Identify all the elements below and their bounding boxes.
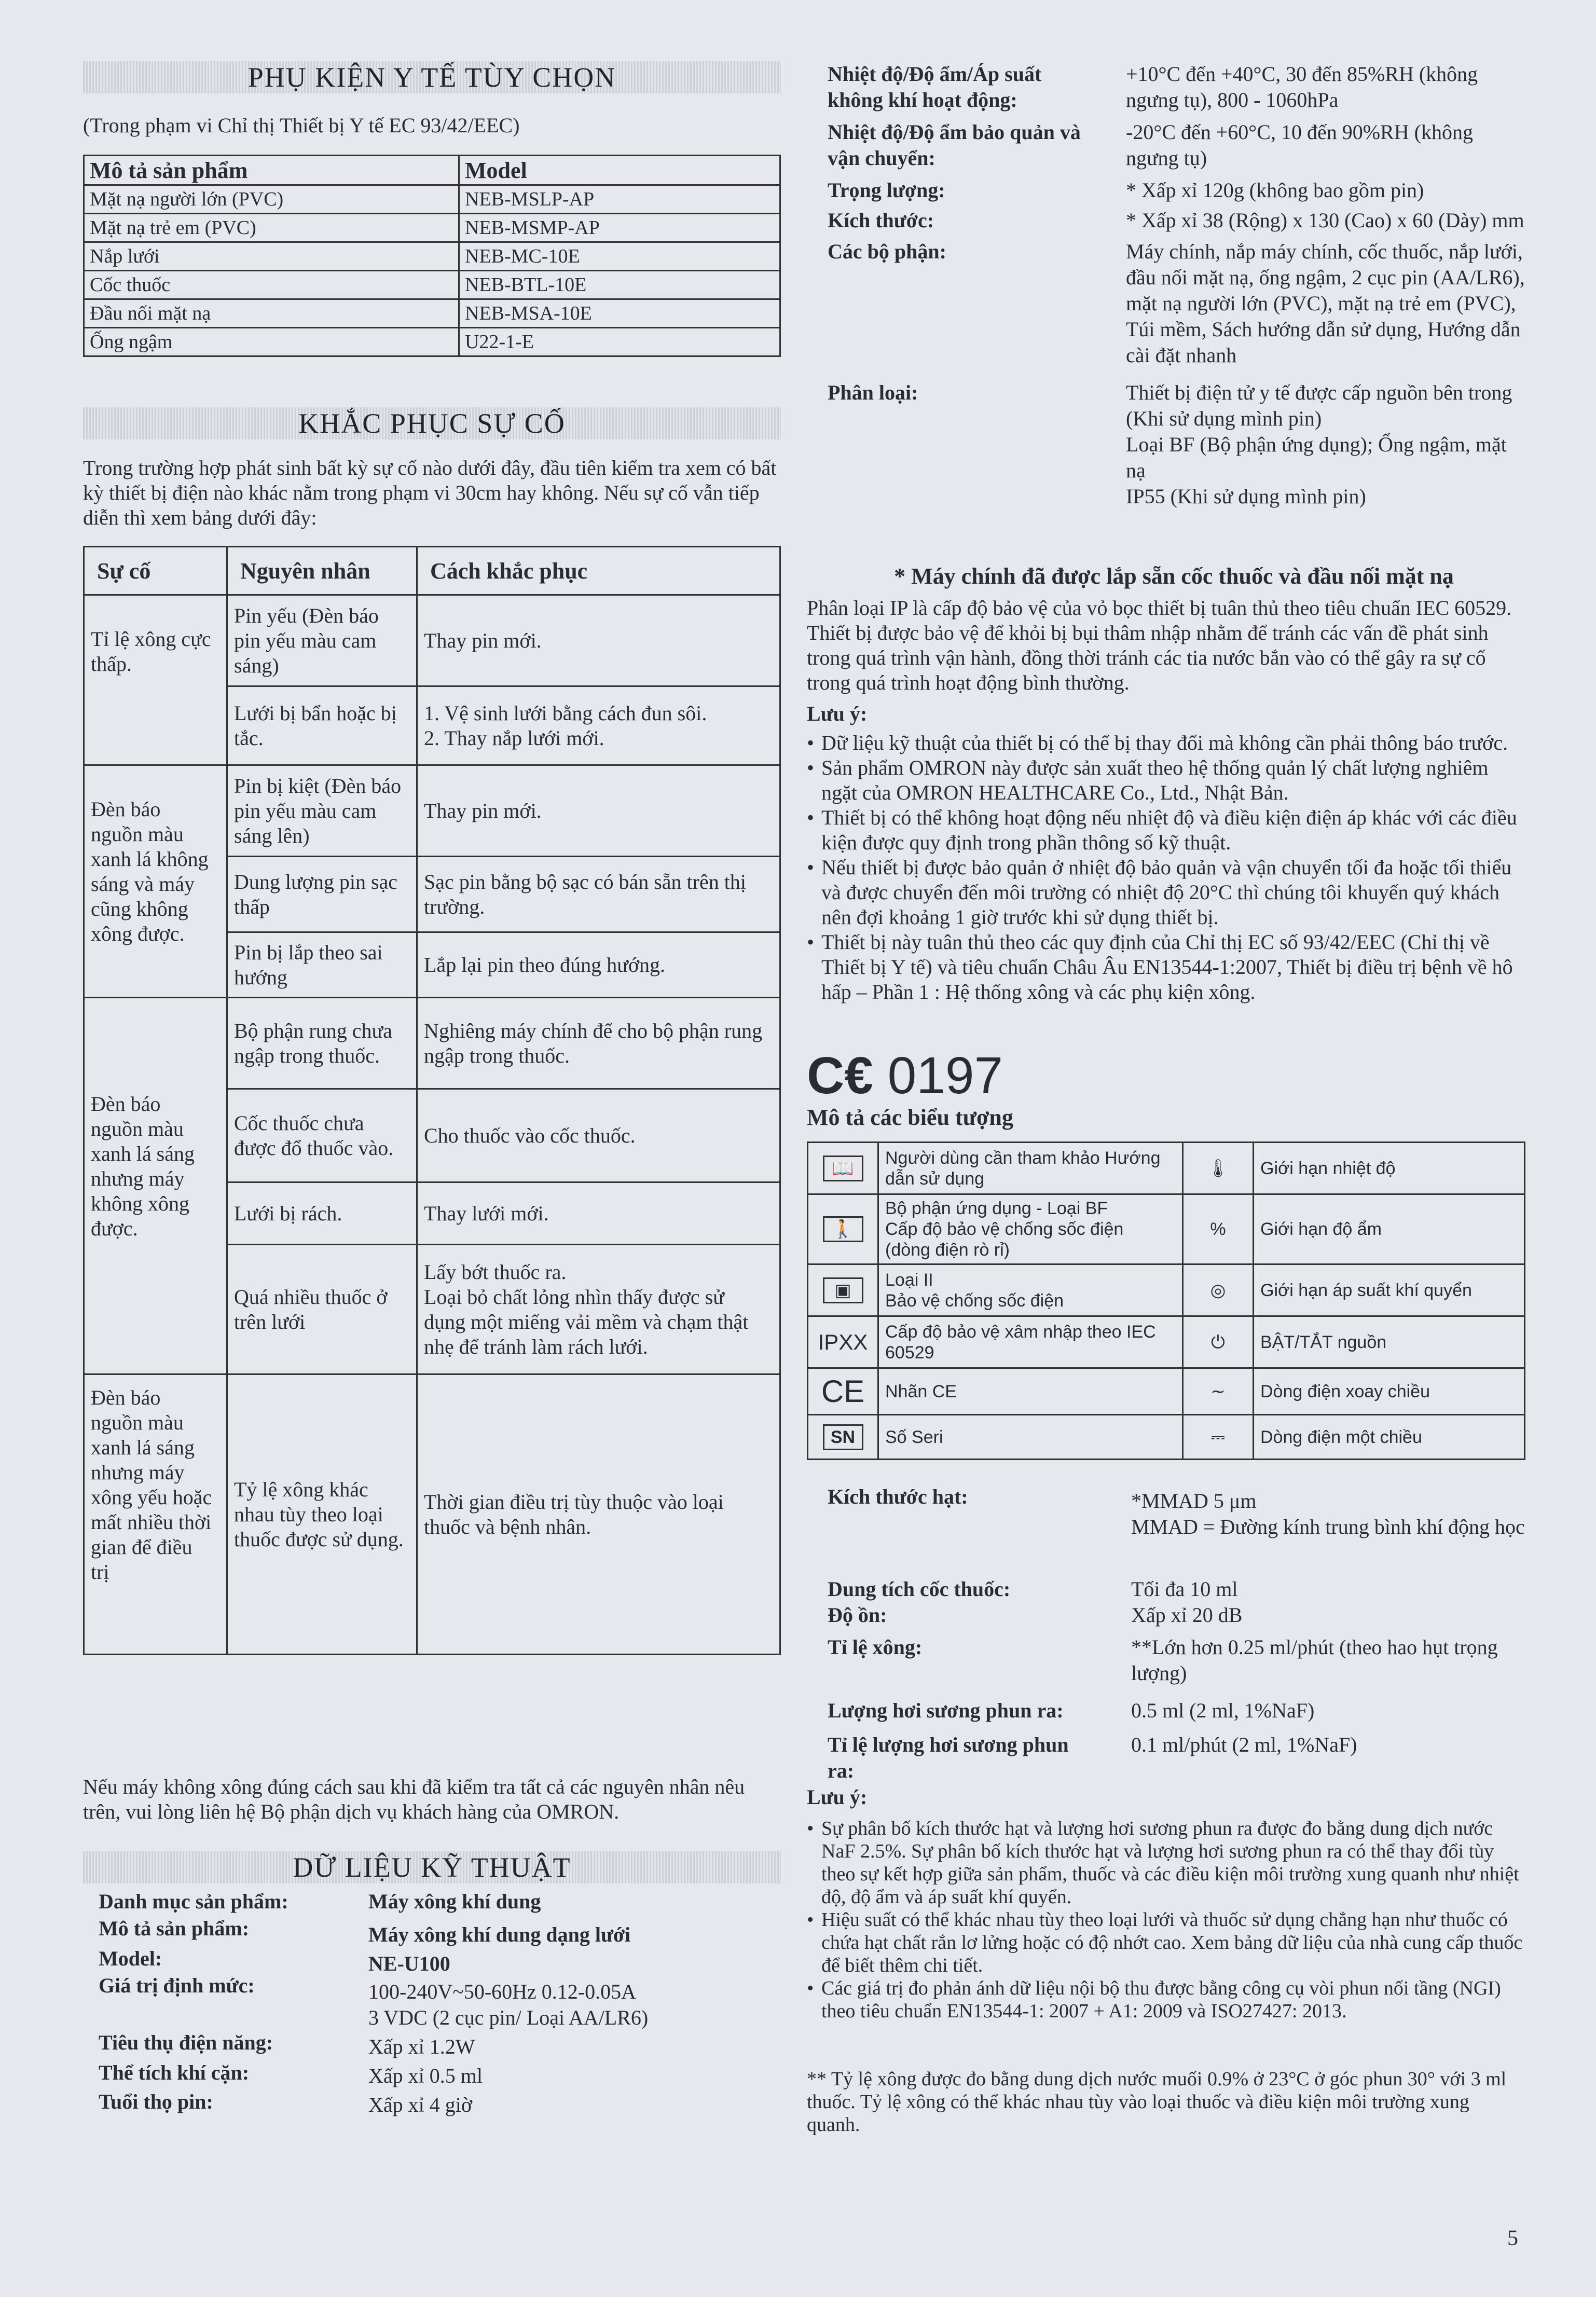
cause-cell: Tỷ lệ xông khác nhau tùy theo loại thuốc được sử dụng. bbox=[227, 1374, 417, 1655]
cause-cell: Lưới bị rách. bbox=[227, 1182, 417, 1245]
table-row bbox=[84, 328, 780, 356]
notes2-list bbox=[807, 1817, 1525, 2023]
acc-cell: U22-1-E bbox=[459, 328, 780, 356]
table-row bbox=[84, 998, 780, 1089]
spec-value: Máy chính, nắp máy chính, cốc thuốc, nắp lưới, đầu nối mặt nạ, ống ngậm, 2 cục pin (AA/LR6), mặt nạ người lớn (PVC), mặt nạ trẻ em (PVC), Túi mềm, Sách hướng dẫn sử dụng, Hướng dẫn cài đặt nhanh bbox=[1126, 240, 1525, 367]
acc-cell: Ống ngậm bbox=[84, 328, 459, 356]
power-icon: ⏻ bbox=[1183, 1316, 1254, 1368]
tech-value: Máy xông khí dung dạng lưới bbox=[368, 1923, 631, 1946]
tech-list bbox=[99, 1889, 773, 2133]
tech-key: Model: bbox=[99, 1947, 162, 1970]
symbol-desc: Dòng điện một chiều bbox=[1254, 1415, 1525, 1460]
specs2-list bbox=[828, 1484, 1525, 1782]
table-row bbox=[808, 1368, 1525, 1415]
list-item: • Thiết bị có thể không hoạt động nếu nhiệt độ và điều kiện điện áp khác với các điều kiện được quy định trong phần thông số kỹ thuật. bbox=[807, 805, 1525, 855]
spec-key: Tỉ lệ lượng hơi sương phun ra: bbox=[828, 1733, 1069, 1782]
issue-cell: Đèn báo nguồn màu xanh lá sáng nhưng máy xông yếu hoặc mất nhiều thời gian để điều trị bbox=[84, 1374, 227, 1655]
issue-cell: Đèn báo nguồn màu xanh lá không sáng và máy cũng không xông được. bbox=[84, 765, 227, 998]
tech-value: Xấp xỉ 4 giờ bbox=[368, 2093, 473, 2116]
book-icon: 📖 bbox=[808, 1143, 878, 1194]
list-item: • Hiệu suất có thể khác nhau tùy theo loại lưới và thuốc sử dụng chẳng hạn như thuốc có chứa hạt chất rắn lơ lửng hoặc có độ nhớt cao. Xem bảng dữ liệu của nhà cung cấp thuốc để biết thêm chi tiết. bbox=[807, 1908, 1525, 1977]
spec-key: Phân loại: bbox=[828, 381, 918, 404]
spec-value: Thiết bị điện tử y tế được cấp nguồn bên trong (Khi sử dụng mình pin) Loại BF (Bộ phận ứng dụng); Ống ngậm, mặt nạ IP55 (Khi sử dụng mình pin) bbox=[1126, 381, 1512, 508]
ce-icon: CE bbox=[808, 1368, 878, 1415]
troubleshooting-intro: Trong trường hợp phát sinh bất kỳ sự cố nào dưới đây, đầu tiên kiểm tra xem có bất kỳ thiết bị điện nào khác nằm trong phạm vi 30cm hay không. Nếu sự cố vẫn tiếp diễn thì xem bảng dưới đây: bbox=[83, 456, 777, 529]
notes-list bbox=[807, 731, 1525, 1005]
spec-value: -20°C đến +60°C, 10 đến 90%RH (không ngưng tụ) bbox=[1126, 120, 1473, 170]
tech-value: 100-240V~50-60Hz 0.12-0.05A 3 VDC (2 cục pin/ Loại AA/LR6) bbox=[368, 1980, 649, 2029]
spec-value: **Lớn hơn 0.25 ml/phút (theo hao hụt trọng lượng) bbox=[1131, 1635, 1498, 1685]
issue-cell: Đèn báo nguồn màu xanh lá sáng nhưng máy không xông được. bbox=[84, 998, 227, 1374]
preinstalled-note: * Máy chính đã được lắp sẵn cốc thuốc và đầu nối mặt nạ bbox=[894, 563, 1454, 589]
acc-cell: Đầu nối mặt nạ bbox=[84, 299, 459, 328]
cause-cell: Pin yếu (Đèn báo pin yếu màu cam sáng) bbox=[227, 595, 417, 686]
person-bf-icon: 🚶 bbox=[808, 1194, 878, 1264]
cause-cell: Bộ phận rung chưa ngập trong thuốc. bbox=[227, 998, 417, 1089]
symbol-desc: Cấp độ bảo vệ xâm nhập theo IEC 60529 bbox=[878, 1316, 1183, 1368]
fix-cell: 1. Vệ sinh lưới bằng cách đun sôi. 2. Thay nắp lưới mới. bbox=[417, 686, 780, 765]
spec-value: Tối đa 10 ml bbox=[1131, 1577, 1238, 1601]
symbol-desc: Dòng điện xoay chiều bbox=[1254, 1368, 1525, 1415]
troubleshooting-table bbox=[83, 546, 781, 1655]
tech-key: Tiêu thụ điện năng: bbox=[99, 2031, 273, 2054]
acc-cell: NEB-MSMP-AP bbox=[459, 214, 780, 242]
humidity-icon: % bbox=[1183, 1194, 1254, 1264]
dc-icon: ⎓ bbox=[1183, 1415, 1254, 1460]
footnote: ** Tỷ lệ xông được đo bằng dung dịch nước muối 0.9% ở 23°C ở góc phun 30° với 3 ml thuốc. Tỷ lệ xông có thể khác nhau tùy vào loại thuốc và điều kiện môi trường xung quanh. bbox=[807, 2068, 1507, 2136]
troubleshooting-title: KHẮC PHỤC SỰ CỐ bbox=[83, 407, 781, 439]
fix-cell: Lắp lại pin theo đúng hướng. bbox=[417, 932, 780, 998]
issue-cell: Tỉ lệ xông cực thấp. bbox=[84, 595, 227, 765]
acc-cell: Cốc thuốc bbox=[84, 271, 459, 299]
page-number: 5 bbox=[1507, 2226, 1518, 2250]
table-row bbox=[84, 1374, 780, 1655]
spec-value: 0.1 ml/phút (2 ml, 1%NaF) bbox=[1131, 1733, 1357, 1756]
fix-cell: Thời gian điều trị tùy thuộc vào loại thuốc và bệnh nhân. bbox=[417, 1374, 780, 1655]
table-row bbox=[84, 595, 780, 686]
spec-value: * Xấp xỉ 120g (không bao gồm pin) bbox=[1126, 178, 1424, 202]
spec-key: Tỉ lệ xông: bbox=[828, 1635, 923, 1659]
spec-value: 0.5 ml (2 ml, 1%NaF) bbox=[1131, 1699, 1315, 1722]
table-row bbox=[808, 1316, 1525, 1368]
symbol-desc: Giới hạn áp suất khí quyển bbox=[1254, 1264, 1525, 1316]
troubleshooting-outro: Nếu máy không xông đúng cách sau khi đã kiểm tra tất cả các nguyên nhân nêu trên, vui lòng liên hệ Bộ phận dịch vụ khách hàng của OMRON. bbox=[83, 1775, 745, 1823]
acc-cell: NEB-MC-10E bbox=[459, 242, 780, 271]
spec-value: +10°C đến +40°C, 30 đến 85%RH (không ngưng tụ), 800 - 1060hPa bbox=[1126, 62, 1478, 112]
ac-icon: ∼ bbox=[1183, 1368, 1254, 1415]
table-row bbox=[84, 271, 780, 299]
spec-key: Trọng lượng: bbox=[828, 178, 945, 202]
trouble-header-cause: Nguyên nhân bbox=[227, 547, 417, 595]
class2-icon: ▣ bbox=[808, 1264, 878, 1316]
table-row bbox=[84, 299, 780, 328]
spec-key: Kích thước: bbox=[828, 209, 934, 232]
table-row bbox=[808, 1264, 1525, 1316]
list-item: • Nếu thiết bị được bảo quản ở nhiệt độ bảo quản và vận chuyển tối đa hoặc tối thiểu và được chuyển đến môi trường có nhiệt độ 20°C thì chúng tôi khuyến quý khách nên đợi khoảng 1 giờ trước khi sử dụng thiết bị. bbox=[807, 855, 1525, 930]
cause-cell: Pin bị lắp theo sai hướng bbox=[227, 932, 417, 998]
cause-cell: Dung lượng pin sạc thấp bbox=[227, 857, 417, 932]
tech-value: Xấp xỉ 1.2W bbox=[368, 2035, 475, 2058]
acc-cell: Mặt nạ người lớn (PVC) bbox=[84, 185, 459, 214]
fix-cell: Thay pin mới. bbox=[417, 595, 780, 686]
symbol-desc: Nhãn CE bbox=[878, 1368, 1183, 1415]
tech-key: Tuổi thọ pin: bbox=[99, 2090, 213, 2113]
fix-cell: Nghiêng máy chính để cho bộ phận rung ngập trong thuốc. bbox=[417, 998, 780, 1089]
trouble-header-fix: Cách khắc phục bbox=[417, 547, 780, 595]
table-row bbox=[84, 242, 780, 271]
accessories-subtitle: (Trong phạm vi Chỉ thị Thiết bị Y tế EC 93/42/EEC) bbox=[83, 114, 520, 137]
table-row bbox=[84, 765, 780, 857]
symbol-desc: Bộ phận ứng dụng - Loại BF Cấp độ bảo vệ chống sốc điện (dòng điện rò rỉ) bbox=[878, 1194, 1183, 1264]
spec-key: Kích thước hạt: bbox=[828, 1485, 968, 1508]
tech-key: Giá trị định mức: bbox=[99, 1974, 255, 1997]
accessories-table bbox=[83, 155, 781, 357]
trouble-header-issue: Sự cố bbox=[84, 547, 227, 595]
list-item: • Sản phẩm OMRON này được sản xuất theo hệ thống quản lý chất lượng nghiêm ngặt của OMRON HEALTHCARE Co., Ltd., Nhật Bản. bbox=[807, 755, 1525, 805]
fix-cell: Thay lưới mới. bbox=[417, 1182, 780, 1245]
tech-value: Máy xông khí dung bbox=[368, 1890, 541, 1913]
cause-cell: Lưới bị bẩn hoặc bị tắc. bbox=[227, 686, 417, 765]
tech-key: Thể tích khí cặn: bbox=[99, 2061, 250, 2084]
table-row bbox=[84, 214, 780, 242]
list-item: • Sự phân bố kích thước hạt và lượng hơi sương phun ra được đo bằng dung dịch nước NaF 2.5%. Sự phân bố kích thước hạt và lượng hơi sương phun ra có thể thay đổi tùy theo sự kết hợp giữa sản phẩm, thuốc và các điều kiện môi trường xung quanh như nhiệt độ, độ ẩm và áp suất khí quyển. bbox=[807, 1817, 1525, 1908]
spec-value: *MMAD 5 μm MMAD = Đường kính trung bình khí động học bbox=[1131, 1489, 1525, 1538]
notes2-title: Lưu ý: bbox=[807, 1785, 868, 1809]
list-item: • Các giá trị đo phản ánh dữ liệu nội bộ thu được bằng công cụ vòi phun nối tầng (NGI) theo tiêu chuẩn EN13544-1: 2007 + A1: 2009 và ISO27427: 2013. bbox=[807, 1977, 1525, 2023]
serial-number-icon: SN bbox=[808, 1415, 878, 1460]
tech-title: DỮ LIỆU KỸ THUẬT bbox=[83, 1851, 781, 1883]
symbols-title: Mô tả các biểu tượng bbox=[807, 1105, 1013, 1130]
fix-cell: Sạc pin bằng bộ sạc có bán sẵn trên thị trường. bbox=[417, 857, 780, 932]
symbol-desc: Số Seri bbox=[878, 1415, 1183, 1460]
symbol-desc: Loại II Bảo vệ chống sốc điện bbox=[878, 1264, 1183, 1316]
spec-key: Các bộ phận: bbox=[828, 240, 946, 263]
symbol-desc: Người dùng cần tham khảo Hướng dẫn sử dụng bbox=[878, 1143, 1183, 1194]
accessories-title: PHỤ KIỆN Y TẾ TÙY CHỌN bbox=[83, 61, 781, 93]
spec-value: Xấp xỉ 20 dB bbox=[1131, 1603, 1243, 1627]
cause-cell: Pin bị kiệt (Đèn báo pin yếu màu cam sáng lên) bbox=[227, 765, 417, 857]
table-row bbox=[808, 1194, 1525, 1264]
ce-number: 0197 bbox=[887, 1047, 1003, 1105]
tech-key: Mô tả sản phẩm: bbox=[99, 1917, 250, 1940]
fix-cell: Thay pin mới. bbox=[417, 765, 780, 857]
acc-cell: Mặt nạ trẻ em (PVC) bbox=[84, 214, 459, 242]
cause-cell: Cốc thuốc chưa được đổ thuốc vào. bbox=[227, 1089, 417, 1182]
tech-key: Danh mục sản phẩm: bbox=[99, 1890, 288, 1913]
acc-header-desc: Mô tả sản phẩm bbox=[84, 156, 459, 185]
ip-text: Phân loại IP là cấp độ bảo vệ của vỏ bọc thiết bị tuân thủ theo tiêu chuẩn IEC 60529. Thiết bị được bảo vệ để khỏi bị bụi thâm nhập nhằm để tránh các vấn đề phát sinh trong quá trình vận hành, đồng thời tránh các tia nước bắn vào có thể gây ra sự cố trong quá trình hoạt động bình thường. bbox=[807, 596, 1512, 694]
list-item: • Thiết bị này tuân thủ theo các quy định của Chỉ thị EC số 93/42/EEC (Chỉ thị về Thiết bị Y tế) và tiêu chuẩn Châu Âu EN13544-1:2007, Thiết bị điều trị bệnh về hô hấp – Phần 1 : Hệ thống xông và các phụ kiện xông. bbox=[807, 930, 1525, 1005]
spec-key: Nhiệt độ/Độ ẩm/Áp suất không khí hoạt động: bbox=[828, 62, 1042, 112]
pressure-icon: ◎ bbox=[1183, 1264, 1254, 1316]
acc-cell: NEB-MSA-10E bbox=[459, 299, 780, 328]
symbols-table bbox=[807, 1141, 1525, 1460]
spec-key: Nhiệt độ/Độ ẩm bảo quản và vận chuyển: bbox=[828, 120, 1081, 170]
spec-value: * Xấp xỉ 38 (Rộng) x 130 (Cao) x 60 (Dày) mm bbox=[1126, 209, 1524, 232]
symbol-desc: Giới hạn nhiệt độ bbox=[1254, 1143, 1525, 1194]
spec-key: Lượng hơi sương phun ra: bbox=[828, 1699, 1064, 1722]
list-item: • Dữ liệu kỹ thuật của thiết bị có thể bị thay đổi mà không cần phải thông báo trước. bbox=[807, 731, 1525, 755]
acc-cell: NEB-MSLP-AP bbox=[459, 185, 780, 214]
table-row bbox=[84, 185, 780, 214]
acc-cell: NEB-BTL-10E bbox=[459, 271, 780, 299]
spec-key: Dung tích cốc thuốc: bbox=[828, 1577, 1011, 1601]
symbol-desc: BẬT/TẮT nguồn bbox=[1254, 1316, 1525, 1368]
ipxx-icon: IPXX bbox=[808, 1316, 878, 1368]
thermometer-icon: 🌡 bbox=[1183, 1143, 1254, 1194]
symbol-desc: Giới hạn độ ẩm bbox=[1254, 1194, 1525, 1264]
specs-list bbox=[828, 61, 1523, 528]
ce-mark bbox=[807, 1047, 1003, 1104]
table-row bbox=[808, 1143, 1525, 1194]
ce-logo-icon: C€ bbox=[807, 1047, 873, 1105]
fix-cell: Cho thuốc vào cốc thuốc. bbox=[417, 1089, 780, 1182]
acc-header-model: Model bbox=[459, 156, 780, 185]
tech-value: NE-U100 bbox=[368, 1952, 450, 1975]
spec-key: Độ ồn: bbox=[828, 1603, 887, 1627]
cause-cell: Quá nhiều thuốc ở trên lưới bbox=[227, 1245, 417, 1374]
notes-title: Lưu ý: bbox=[807, 702, 868, 725]
tech-value: Xấp xỉ 0.5 ml bbox=[368, 2064, 483, 2087]
fix-cell: Lấy bớt thuốc ra. Loại bỏ chất lỏng nhìn thấy được sử dụng một miếng vải mềm và chạm thật nhẹ để tránh làm rách lưới. bbox=[417, 1245, 780, 1374]
table-row bbox=[808, 1415, 1525, 1460]
acc-cell: Nắp lưới bbox=[84, 242, 459, 271]
